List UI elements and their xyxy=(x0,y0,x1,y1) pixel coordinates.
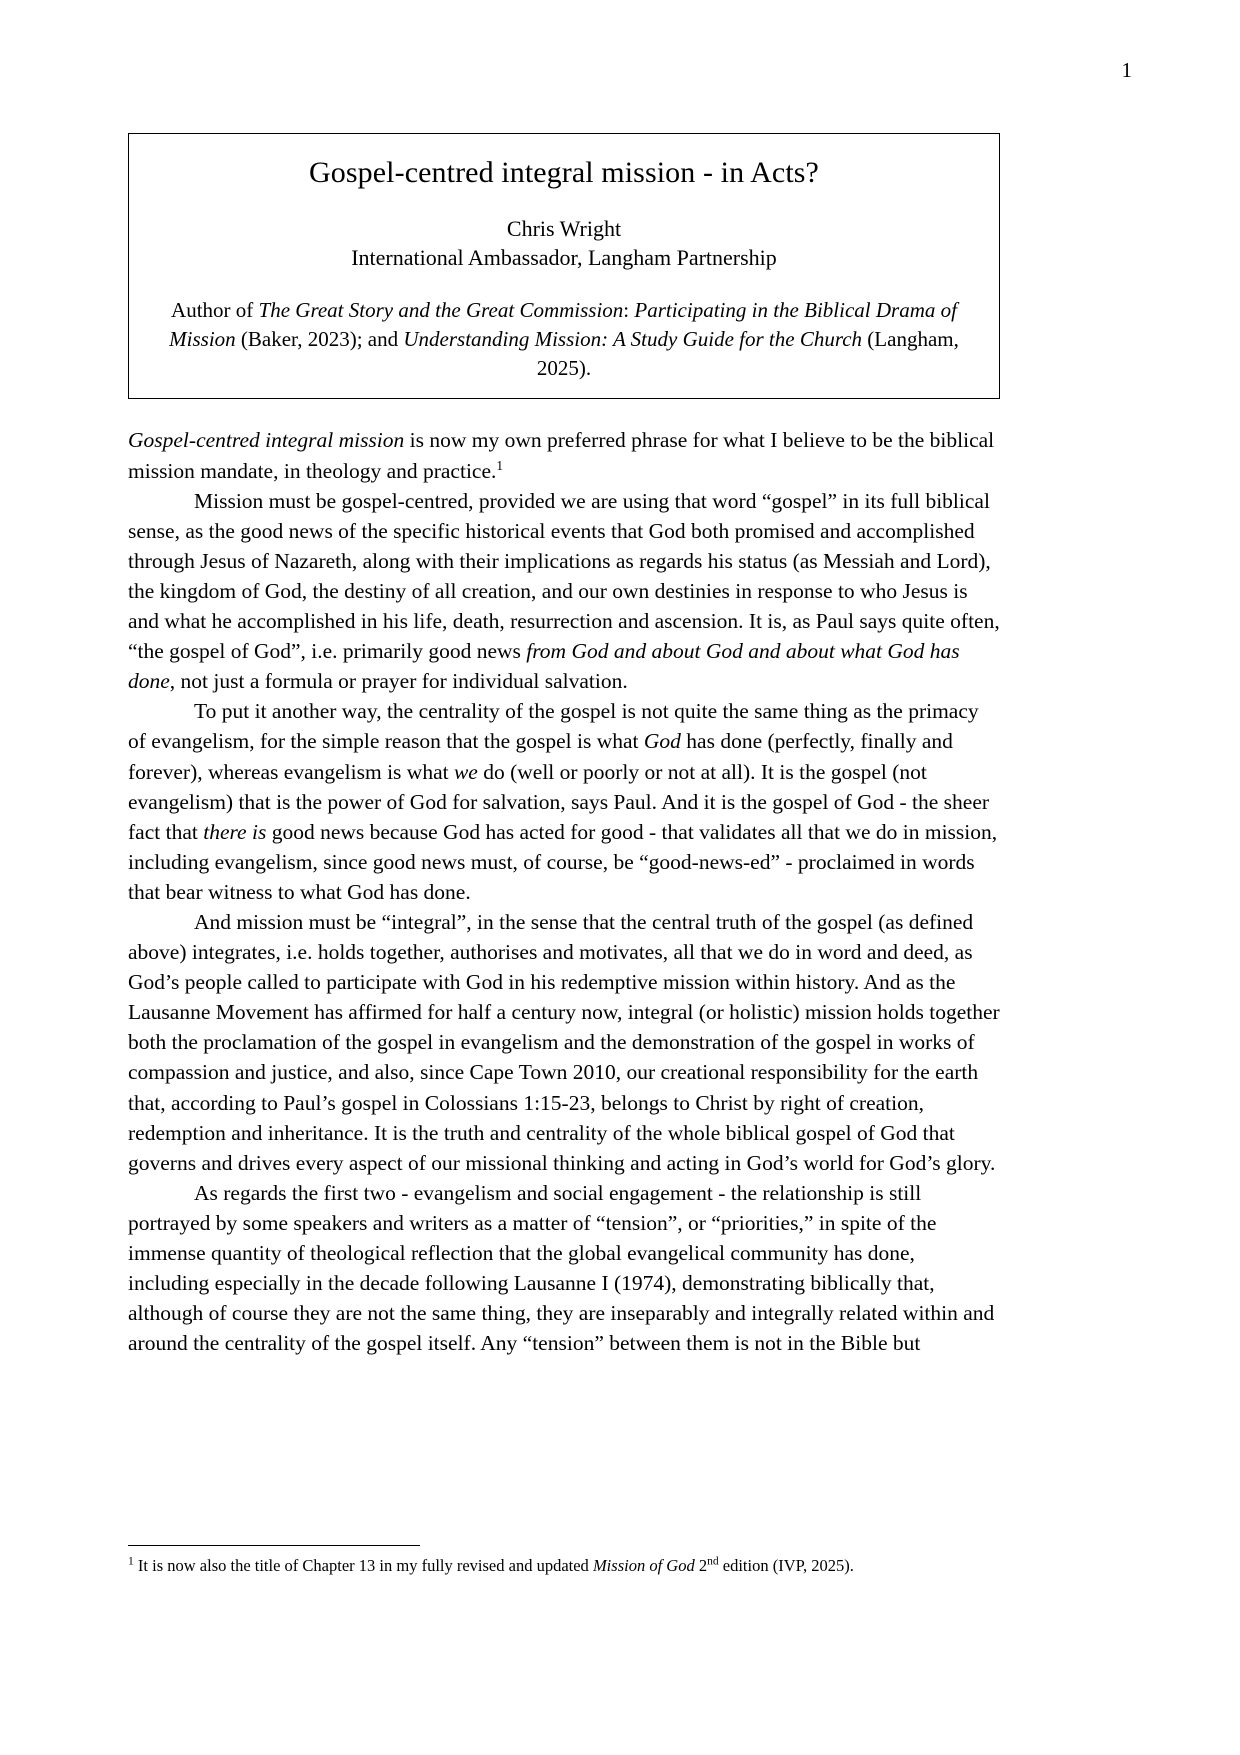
books-separator-one: : xyxy=(623,297,635,322)
paragraph-3-emphasis-there-is: there is xyxy=(203,819,267,844)
footnote-area xyxy=(128,1545,1000,1577)
books-suffix: (Langham, 2025). xyxy=(536,326,959,380)
book-one-title: The Great Story and the Great Commission xyxy=(258,297,624,322)
paragraph-5: As regards the first two - evangelism and social engagement - the relationship is still portrayed by some speakers and writers as a matter of “tension”, or “priorities,” in spite of the immense quantity of theological reflection that the global evangelical community has done, including especially in the decade following Lausanne I (1974), demonstrating biblically that, although of course they are not the same thing, they are inseparably and integrally related within and around the centrality of the gospel itself. Any “tension” between them is not in the Bible but xyxy=(128,1180,995,1356)
footnote-reference-1[interactable]: 1 xyxy=(496,457,504,473)
author-publications xyxy=(161,296,967,383)
paragraph-3-emphasis-god: God xyxy=(643,729,681,754)
book-two-title: Understanding Mission: A Study Guide for the Church xyxy=(403,326,863,351)
page-title: Gospel-centred integral mission - in Acts? xyxy=(309,156,819,189)
paragraph-3 xyxy=(128,696,1000,907)
footnote-text-c: edition (IVP, 2025). xyxy=(718,1556,854,1575)
paragraph-1-text: is now my own preferred phrase for what I believe to be the biblical mission mandate, in theology and practice. xyxy=(128,428,995,483)
document-content xyxy=(128,133,1000,1358)
paragraph-3-text-d: good news because God has acted for good - that validates all that we do in mission, including evangelism, since good news must, of course, be “good-news-ed” - proclaimed in words that bear witness to what God has done. xyxy=(128,819,998,904)
book-one-subtitle: Participating in the Biblical Drama of Mission xyxy=(169,297,957,351)
page-number: 1 xyxy=(1121,58,1132,82)
paragraph-2 xyxy=(128,486,1000,697)
footnote-marker-1: 1 xyxy=(128,1555,134,1568)
paragraph-4: And mission must be “integral”, in the sense that the central truth of the gospel (as defined above) integrates, i.e. holds together, authorises and motivates, all that we do in word and deed, as God’s people called to participate with God in his redemptive mission within history. And as the Lausanne Movement has affirmed for half a century now, integral (or holistic) mission holds together both the proclamation of the gospel in evangelism and the demonstration of the gospel in works of compassion and justice, and also, since Cape Town 2010, our creational responsibility for the earth that, according to Paul’s gospel in Colossians 1:15-23, belongs to Christ by right of creation, redemption and inheritance. It is the truth and centrality of the whole biblical gospel of God that governs and drives every aspect of our missional thinking and acting in God’s world for God’s glory. xyxy=(128,909,1000,1175)
paragraph-3-text-b: has done (perfectly, finally and forever), whereas evangelism is what xyxy=(128,729,953,784)
author-role: International Ambassador, Langham Partnership xyxy=(351,244,777,270)
title-block xyxy=(128,133,1000,399)
paragraph-2-text-a: Mission must be gospel-centred, provided we are using that word “gospel” in its full biblical sense, as the good news of the specific historical events that God both promised and accomplished through Jesus of Nazareth, along with their implications as regards his status (as Messiah and Lord), the kingdom of God, the destiny of all creation, and our own destinies in response to who Jesus is and what he accomplished in his life, death, resurrection and ascension. It is, as Paul says quite often, “the gospel of God”, i.e. primarily good news xyxy=(128,488,1000,664)
paragraph-3-emphasis-we: we xyxy=(453,759,478,784)
author-name: Chris Wright xyxy=(506,215,622,241)
body-text xyxy=(128,425,1000,1358)
books-prefix: Author of xyxy=(171,297,259,322)
paragraph-3-text-a: To put it another way, the centrality of the gospel is not quite the same thing as the primacy of evangelism, for the simple reason that the gospel is what xyxy=(128,699,979,754)
paragraph-1 xyxy=(128,425,1000,485)
footnote-text-a: It is now also the title of Chapter 13 in my fully revised and updated xyxy=(133,1556,593,1575)
footnote-separator-rule xyxy=(128,1545,420,1546)
paragraph-2-text-b: , not just a formula or prayer for individual salvation. xyxy=(169,669,628,694)
books-separator-two: (Baker, 2023); and xyxy=(235,326,404,351)
footnote-text-b: 2 xyxy=(694,1556,708,1575)
footnote-book-title: Mission of God xyxy=(592,1556,695,1575)
paragraph-3-text-c: do (well or poorly or not at all). It is the gospel (not evangelism) that is the power of God for salvation, says Paul. And it is the gospel of God - the sheer fact that xyxy=(128,759,990,844)
footnote-ordinal-suffix: nd xyxy=(707,1555,719,1568)
footnote-1 xyxy=(128,1555,1000,1577)
paragraph-1-lead-phrase: Gospel-centred integral mission xyxy=(128,428,405,453)
paragraph-2-emphasis: from God and about God and about what God has done xyxy=(128,639,960,694)
